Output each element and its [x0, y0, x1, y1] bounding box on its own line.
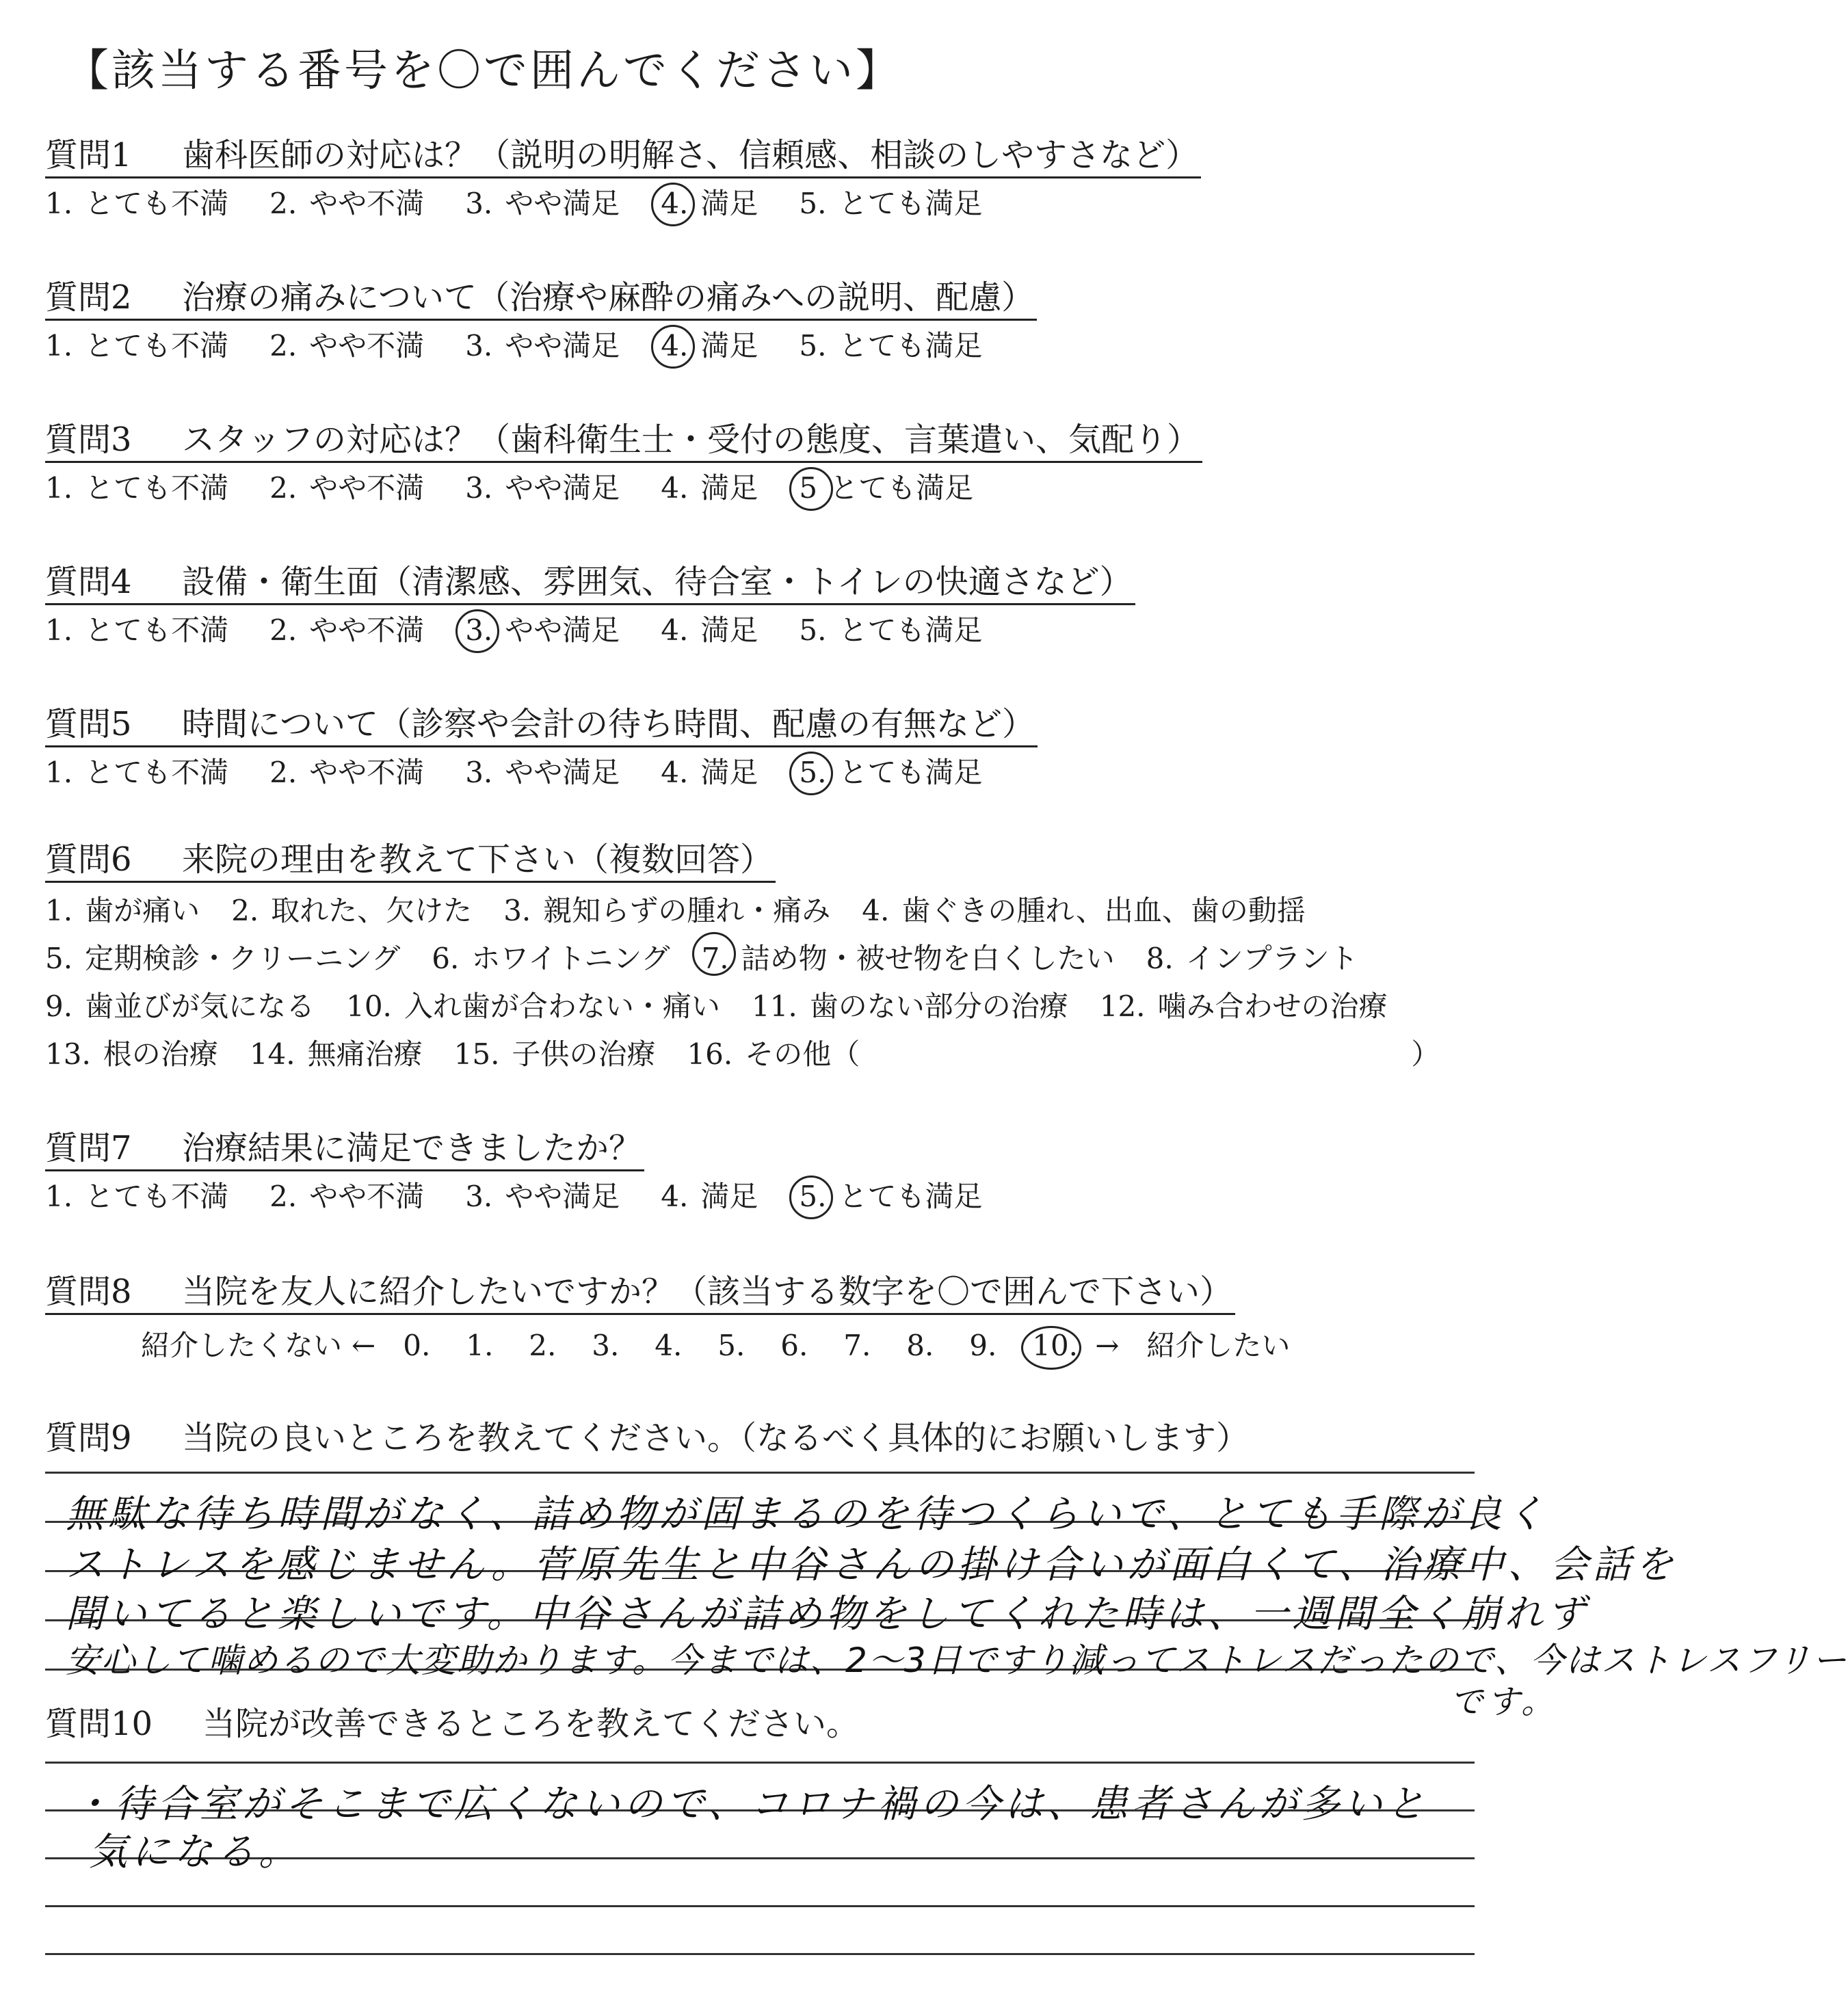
option-label: とても不満 [85, 187, 229, 220]
option-row [45, 887, 1536, 935]
scale-number[interactable]: 9. [969, 1329, 997, 1362]
answer-text: 聞いてると楽しいです。中谷さんが詰め物をしてくれた時は、一週間全く崩れず [66, 1592, 1589, 1636]
rating-options [45, 328, 1536, 364]
option-label: 歯並びが気になる [85, 990, 315, 1023]
option-label: とても満足 [830, 471, 974, 505]
option-number: 5. [799, 187, 827, 220]
option[interactable] [702, 935, 1115, 983]
scale-left-label: 紹介したくない [141, 1329, 343, 1362]
scale-number[interactable]: 4. [655, 1329, 683, 1362]
option-number: 1. [45, 1180, 73, 1213]
question-1 [45, 134, 1536, 222]
selected-scale-number[interactable]: 10. [1032, 1329, 1079, 1362]
option-label: とても不満 [85, 329, 229, 362]
scale-right-label: 紹介したい [1146, 1329, 1291, 1362]
option[interactable] [269, 328, 424, 364]
option-label: やや満足 [505, 329, 620, 362]
rating-options [45, 754, 1536, 791]
option[interactable] [45, 754, 228, 791]
option[interactable] [269, 470, 424, 507]
question-4 [45, 561, 1536, 649]
option-number: 14. [249, 1037, 295, 1071]
option-number: 3. [465, 756, 493, 789]
option[interactable] [799, 1178, 982, 1215]
option[interactable] [269, 185, 424, 222]
option-number: 3. [465, 471, 493, 505]
option-label: やや満足 [505, 1180, 620, 1213]
option-number: 11. [751, 990, 797, 1023]
question-title: 質問10 当院が改善できるところを教えてください。 [45, 1705, 860, 1743]
option-label: とても満足 [839, 187, 983, 220]
answer-text: 気になる。 [89, 1830, 301, 1874]
option-number: 2. [269, 187, 298, 220]
scale-number[interactable]: 8. [906, 1329, 934, 1362]
option-label: とても不満 [85, 756, 229, 789]
answer-text: です。 [1450, 1683, 1559, 1721]
option-label: 定期検診・クリーニング [85, 942, 401, 975]
option[interactable] [661, 185, 758, 222]
option-label: 子供の治療 [512, 1037, 656, 1071]
option-number: 3. [465, 329, 493, 362]
option-row [45, 983, 1536, 1031]
option-number: 8. [1146, 942, 1174, 975]
scale-number[interactable]: 2. [529, 1329, 557, 1362]
option[interactable] [45, 612, 228, 649]
selected-number: 5 [799, 470, 817, 507]
page-header: 【該当する番号を〇で囲んでください】 [65, 46, 902, 96]
option[interactable] [45, 983, 315, 1031]
option[interactable] [45, 887, 200, 935]
option-number: 4. [661, 471, 689, 505]
option-label: やや不満 [309, 1180, 425, 1213]
option[interactable] [231, 887, 472, 935]
rating-options [45, 470, 1536, 507]
option[interactable] [45, 1178, 228, 1215]
option-number: 4. [661, 613, 689, 647]
question-2 [45, 276, 1536, 364]
selected-number: 5. [799, 754, 826, 791]
option-label: やや満足 [505, 756, 620, 789]
option[interactable] [465, 612, 620, 649]
question-title: 質問6 来院の理由を教えて下さい（複数回答） [45, 838, 776, 883]
option[interactable] [250, 1031, 423, 1078]
option[interactable] [465, 754, 620, 791]
option-label: やや不満 [309, 756, 425, 789]
selected-number: 4. [661, 185, 688, 222]
question-9 [45, 1417, 1536, 1459]
option-label: 歯ぐきの腫れ、出血、歯の動揺 [901, 894, 1306, 927]
option-label: 満足 [700, 613, 758, 647]
option-number: 2. [269, 329, 298, 362]
option-number: 9. [45, 990, 73, 1023]
option-number: 2. [269, 756, 298, 789]
option-label: やや不満 [309, 329, 425, 362]
option[interactable] [45, 185, 228, 222]
option-number: 1. [45, 329, 73, 362]
option-number: 2. [269, 1180, 298, 1213]
question-3 [45, 419, 1536, 507]
reason-options [45, 887, 1536, 1078]
question-6 [45, 838, 1536, 1078]
option[interactable] [465, 470, 620, 507]
option[interactable] [269, 612, 424, 649]
option[interactable] [799, 470, 973, 507]
option-label: とても満足 [839, 756, 983, 789]
option-number: 13. [45, 1037, 91, 1071]
option-number: 2. [231, 894, 259, 927]
option-row [45, 935, 1536, 983]
option-label: やや満足 [505, 613, 620, 647]
option-number: 12. [1099, 990, 1146, 1023]
option-number: 15. [453, 1037, 500, 1071]
option-label: とても満足 [839, 1180, 983, 1213]
option[interactable] [687, 1031, 860, 1078]
option-label: やや満足 [505, 471, 620, 505]
option[interactable] [465, 1178, 620, 1215]
option-label: 親知らずの腫れ・痛み [543, 894, 831, 927]
question-title: 質問4 設備・衛生面（清潔感、雰囲気、待合室・トイレの快適さなど） [45, 561, 1135, 605]
option-label: 噛み合わせの治療 [1157, 990, 1388, 1023]
option[interactable] [346, 983, 720, 1031]
question-title: 質問7 治療結果に満足できましたか？ [45, 1127, 644, 1171]
option-number: 2. [269, 613, 298, 647]
option-label: 満足 [700, 756, 758, 789]
scale-number[interactable]: 0. [403, 1329, 431, 1362]
option[interactable] [752, 983, 1068, 1031]
option-label: 詰め物・被せ物を白くしたい [741, 942, 1115, 975]
option-label: 歯が痛い [85, 894, 200, 927]
option-label: 入れ歯が合わない・痛い [404, 990, 720, 1023]
scale-number[interactable]: 6. [780, 1329, 808, 1362]
selected-number: 7. [702, 935, 729, 983]
scale-number[interactable]: 7. [843, 1329, 871, 1362]
option-label: その他（ [745, 1037, 860, 1071]
option-label: やや不満 [309, 613, 425, 647]
question-title: 質問9 当院の良いところを教えてください。（なるべく具体的にお願いします） [45, 1419, 1250, 1457]
option-number: 6. [432, 942, 460, 975]
option-label: 満足 [700, 329, 758, 362]
option-number: 4. [862, 894, 890, 927]
option[interactable] [45, 1031, 218, 1078]
question-title: 質問8 当院を友人に紹介したいですか？（該当する数字を〇で囲んで下さい） [45, 1271, 1235, 1315]
option[interactable] [465, 328, 620, 364]
question-title: 質問1 歯科医師の対応は？（説明の明解さ、信頼感、相談のしやすさなど） [45, 134, 1201, 178]
option-label: 根の治療 [103, 1037, 218, 1071]
rating-options [45, 185, 1536, 222]
option-row [45, 1031, 1536, 1078]
question-title: 質問5 時間について（診察や会計の待ち時間、配慮の有無など） [45, 703, 1038, 747]
option[interactable] [1146, 935, 1358, 983]
option[interactable] [799, 612, 982, 649]
option[interactable] [269, 754, 424, 791]
option[interactable] [799, 328, 982, 364]
option[interactable] [661, 612, 758, 649]
option-number: 3. [465, 1180, 493, 1213]
option-label: 満足 [700, 187, 758, 220]
option-label: やや満足 [505, 187, 620, 220]
option-number: 5. [799, 613, 827, 647]
option-label: とても満足 [839, 613, 983, 647]
option[interactable] [45, 935, 400, 983]
option-label: ホワイトニング [471, 942, 670, 975]
scale-number[interactable]: 5. [717, 1329, 745, 1362]
answer-text: ストレスを感じません。菅原先生と中谷さんの掛け合いが面白くて、治療中、会話を [66, 1543, 1678, 1587]
option-label: 無痛治療 [307, 1037, 423, 1071]
option[interactable] [269, 1178, 424, 1215]
scale-number[interactable]: 1. [466, 1329, 494, 1362]
answer-text: 安心して噛めるので大変助かります。今までは、2～3日ですり減ってストレスだったので、今はストレスフリー [66, 1641, 1848, 1680]
option-label: インプラント [1185, 942, 1358, 975]
option-label: 満足 [700, 1180, 758, 1213]
other-close-paren: ） [1411, 1037, 1440, 1071]
option[interactable] [799, 754, 982, 791]
option[interactable] [799, 185, 982, 222]
recommend-scale [45, 1323, 1536, 1364]
option-label: 取れた、欠けた [271, 894, 473, 927]
option-label: やや不満 [309, 187, 425, 220]
answer-text: ・待合室がそこまで広くないので、コロナ禍の今は、患者さんが多いと [72, 1782, 1429, 1827]
option[interactable] [45, 470, 228, 507]
left-arrow-icon: ← [352, 1329, 376, 1362]
option-number: 4. [661, 756, 689, 789]
option[interactable] [432, 935, 670, 983]
option-label: とても不満 [85, 613, 229, 647]
rating-options [45, 612, 1536, 649]
option-number: 1. [45, 613, 73, 647]
option[interactable] [503, 887, 830, 935]
option[interactable] [661, 754, 758, 791]
option-number: 5. [45, 942, 73, 975]
option[interactable] [661, 470, 758, 507]
selected-number: 5. [799, 1178, 826, 1215]
option-number: 1. [45, 471, 73, 505]
option-number: 1. [45, 894, 73, 927]
option-number: 1. [45, 756, 73, 789]
question-10 [45, 1703, 1536, 1745]
option-label: とても不満 [85, 471, 229, 505]
option[interactable] [45, 328, 228, 364]
option-label: とても不満 [85, 1180, 229, 1213]
question-title: 質問2 治療の痛みについて（治療や麻酔の痛みへの説明、配慮） [45, 276, 1037, 321]
question-5 [45, 703, 1536, 791]
question-8 [45, 1271, 1536, 1364]
option-number: 10. [346, 990, 392, 1023]
question-title: 質問3 スタッフの対応は？（歯科衛生士・受付の態度、言葉遣い、気配り） [45, 419, 1202, 463]
option-label: やや不満 [309, 471, 425, 505]
option-number: 5. [799, 329, 827, 362]
option-number: 1. [45, 187, 73, 220]
option[interactable] [661, 328, 758, 364]
option-number: 4. [661, 1180, 689, 1213]
rating-options [45, 1178, 1536, 1215]
option-label: 満足 [700, 471, 758, 505]
option-label: 歯のない部分の治療 [809, 990, 1068, 1023]
question-7 [45, 1127, 1536, 1215]
option[interactable] [1100, 983, 1388, 1031]
scale-number[interactable]: 3. [592, 1329, 620, 1362]
right-arrow-icon: → [1095, 1329, 1120, 1362]
option-number: 3. [503, 894, 531, 927]
answer-text: 無駄な待ち時間がなく、詰め物が固まるのを待つくらいで、とても手際が良く [66, 1492, 1548, 1537]
option[interactable] [661, 1178, 758, 1215]
option-number: 2. [269, 471, 298, 505]
option[interactable] [862, 887, 1306, 935]
option[interactable] [454, 1031, 656, 1078]
option-label: とても満足 [839, 329, 983, 362]
option-number: 3. [465, 187, 493, 220]
selected-number: 4. [661, 328, 688, 364]
option-number: 16. [687, 1037, 733, 1071]
selected-number: 3. [465, 612, 492, 649]
option[interactable] [465, 185, 620, 222]
